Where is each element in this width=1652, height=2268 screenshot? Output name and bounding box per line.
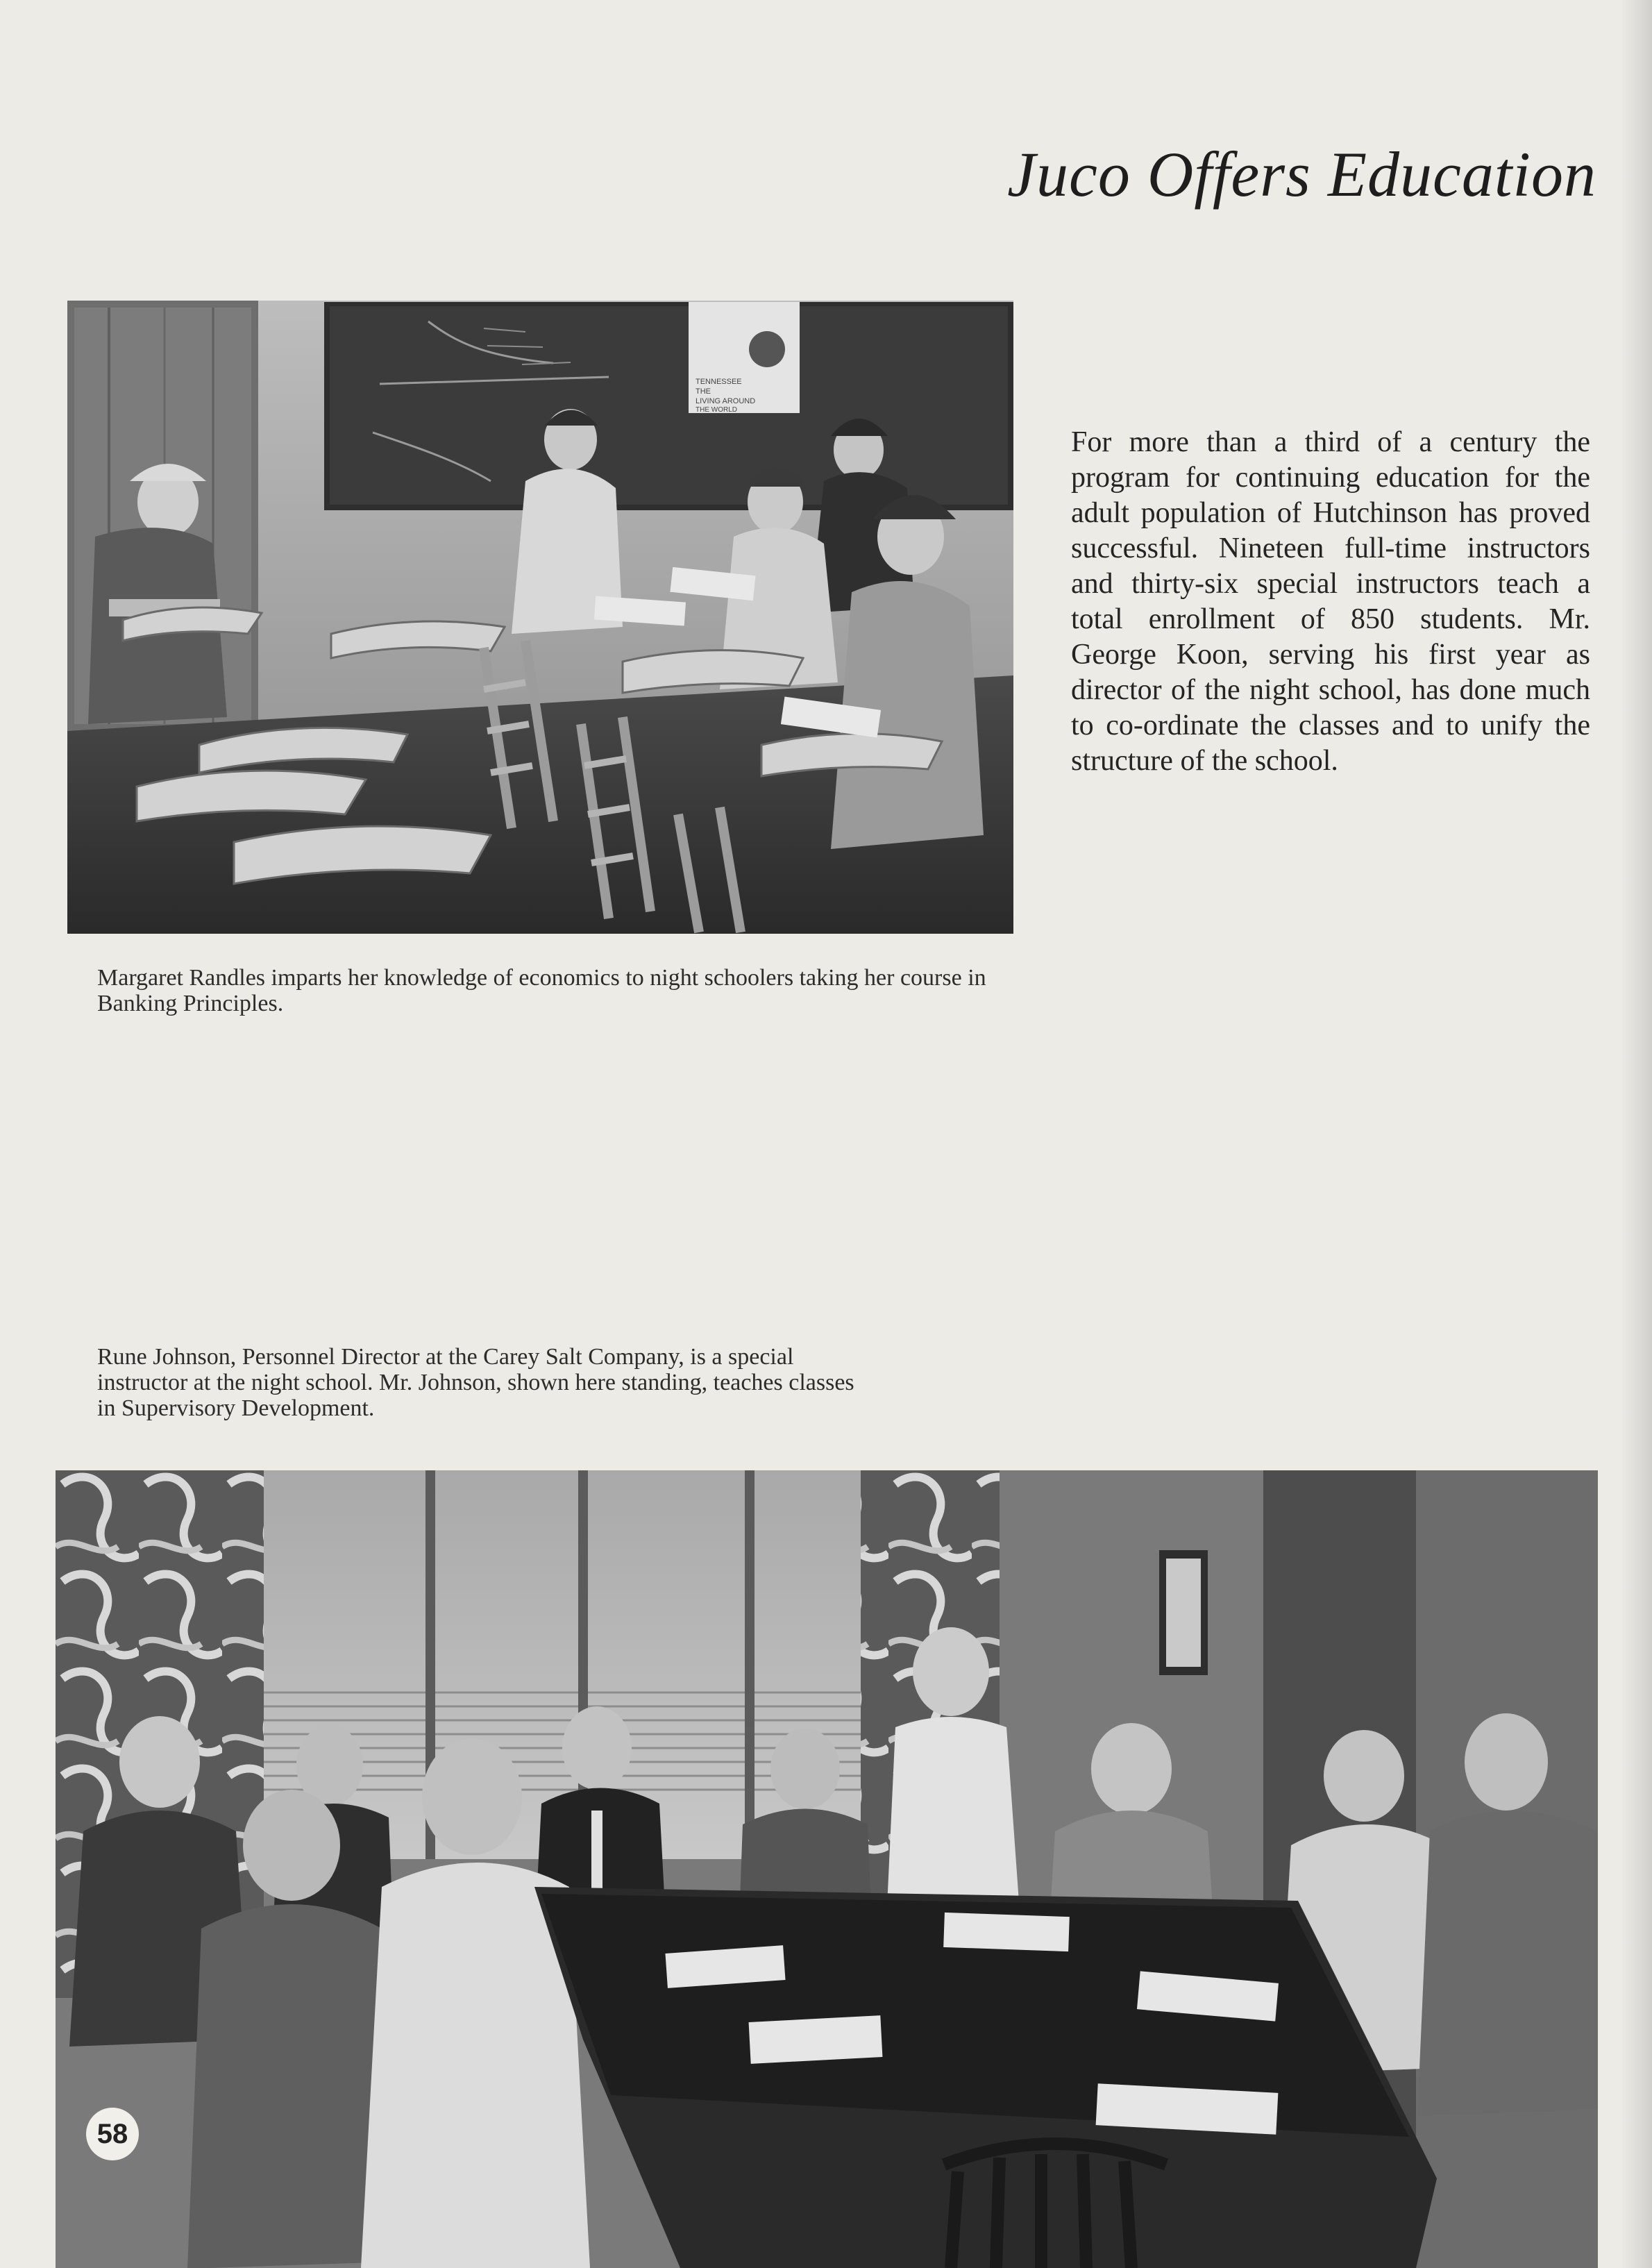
page-edge-shadow [1620, 0, 1652, 2268]
poster-line-4: THE WORLD [696, 406, 737, 414]
meeting-photo-caption: Rune Johnson, Personnel Director at the Carey Salt Company, is a special instructor at the night school. Mr. Johnson, shown here standing, teaches classes in Supervisory Development. [97, 1344, 854, 1421]
classroom-photo-image [67, 301, 1013, 934]
article-body: For more than a third of a century the program for continuing education for the adult population of Hutchinson has proved successful. Nineteen full-time instructors and thirty-six special instructors teach a total enrollment of 850 students. Mr. George Koon, serving his first year as director of the night school, has done much to co-ordinate the classes and to unify the structure of the school. [1071, 426, 1590, 777]
poster-line-2: THE [696, 387, 711, 396]
classroom-photo-caption: Margaret Randles imparts her knowledge of economics to night schoolers taking her course in Banking Principles. [97, 965, 986, 1016]
meeting-photo [56, 1470, 1598, 2268]
poster-line-1: TENNESSEE [696, 378, 742, 386]
page-number: 58 [86, 2108, 139, 2160]
poster-line-3: LIVING AROUND [696, 397, 756, 405]
meeting-photo-image [56, 1470, 1598, 2268]
classroom-photo [67, 301, 1013, 934]
page-title: Juco Offers Education [1007, 139, 1596, 210]
